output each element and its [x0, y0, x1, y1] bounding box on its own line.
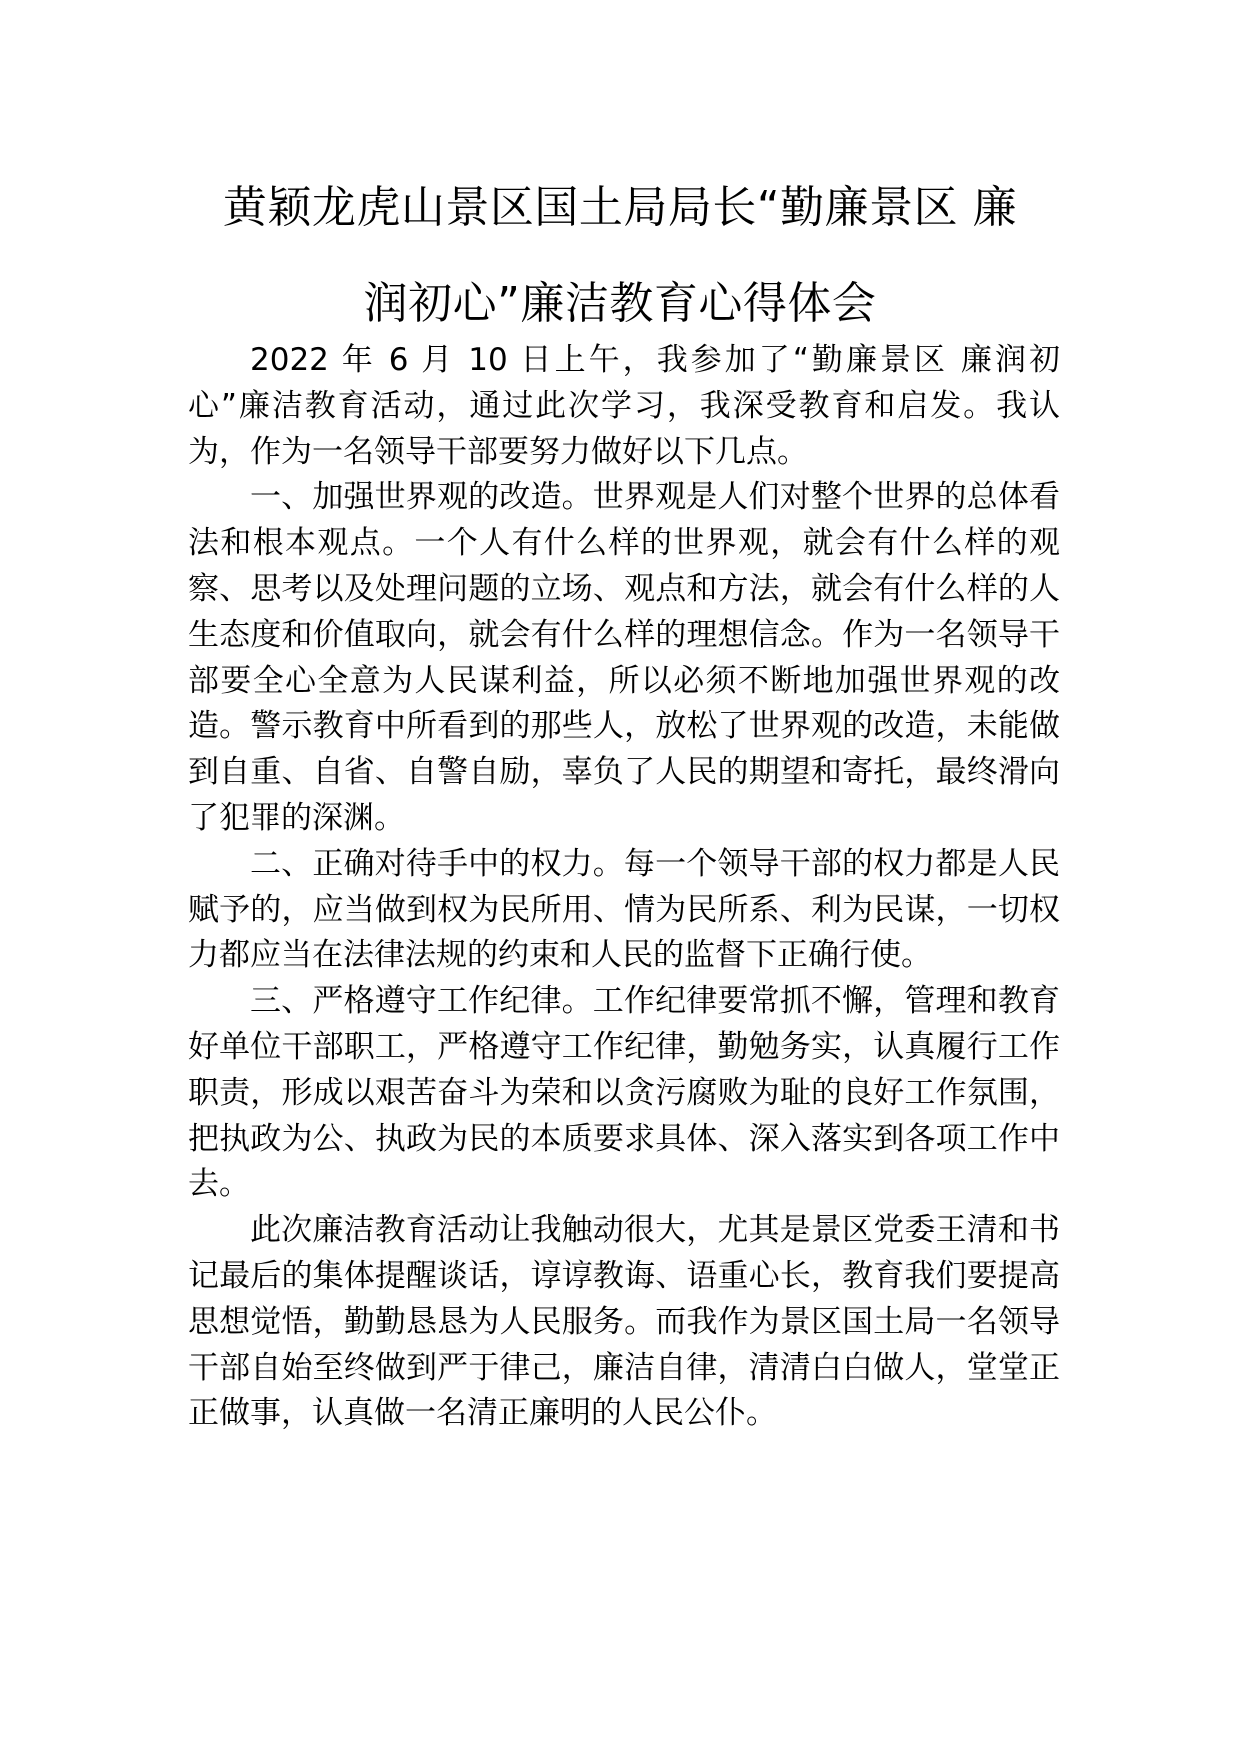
paragraph-conclusion: 此次廉洁教育活动让我触动很大，尤其是景区党委王清和书记最后的集体提醒谈话，谆谆教诲、语重心长，教育我们要提高思想觉悟，勤勤恳恳为人民服务。而我作为景区国土局一名领导干部自始至终做到严于律己，廉洁自律，清清白白做人，堂堂正正做事，认真做一名清正廉明的人民公仆。 [188, 1212, 1060, 1432]
paragraph-intro: 2022 年 6 月 10 日上午，我参加了“勤廉景区 廉润初心”廉洁教育活动，通过此次学习，我深受教育和启发。我认为，作为一名领导干部要努力做好以下几点。 [188, 342, 1060, 470]
paragraph-power: 二、正确对待手中的权力。每一个领导干部的权力都是人民赋予的，应当做到权为民所用、情为民所系、利为民谋，一切权力都应当在法律法规的约束和人民的监督下正确行使。 [188, 845, 1060, 974]
document-body [188, 338, 1060, 1437]
title-line-2: 润初心”廉洁教育心得体会 [363, 278, 877, 329]
paragraph-discipline: 三、严格遵守工作纪律。工作纪律要常抓不懈，管理和教育好单位干部职工，严格遵守工作纪律，勤勉务实，认真履行工作职责，形成以艰苦奋斗为荣和以贪污腐败为耻的良好工作氛围，把执政为公、执政为民的本质要求具体、深入落实到各项工作中去。 [188, 983, 1060, 1203]
document-title [180, 160, 1060, 352]
paragraph-worldview: 一、加强世界观的改造。世界观是人们对整个世界的总体看法和根本观点。一个人有什么样的世界观，就会有什么样的观察、思考以及处理问题的立场、观点和方法，就会有什么样的人生态度和价值取向，就会有什么样的理想信念。作为一名领导干部要全心全意为人民谋利益，所以必须不断地加强世界观的改造。警示教育中所看到的那些人，放松了世界观的改造，未能做到自重、自省、自警自励，辜负了人民的期望和寄托，最终滑向了犯罪的深渊。 [188, 479, 1060, 836]
title-line-1: 黄颖龙虎山景区国土局局长“勤廉景区 廉 [222, 182, 1018, 233]
